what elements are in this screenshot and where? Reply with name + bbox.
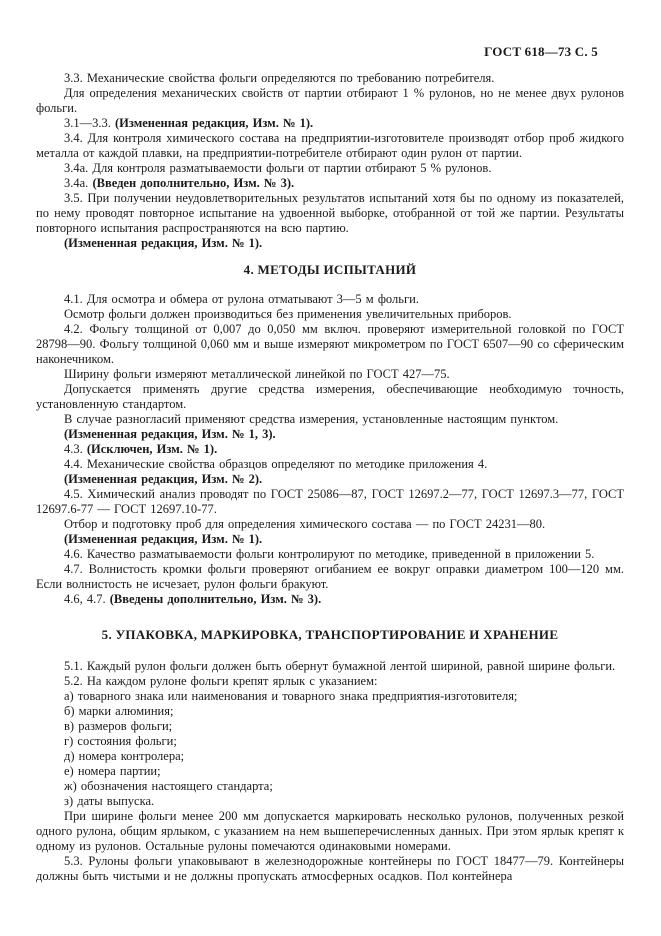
clause-4-3: [36, 442, 624, 457]
amendment-note: (Введены дополнительно, Изм. № 3).: [109, 592, 322, 606]
section-4-heading: 4. МЕТОДЫ ИСПЫТАНИЙ: [243, 262, 417, 277]
clause-number: 4.3.: [64, 442, 87, 456]
clause-number: 4.6, 4.7.: [64, 592, 110, 606]
label-list-item-b: б) марки алюминия;: [64, 704, 174, 718]
clause-4-2-width: Ширину фольги измеряют металлической линейкой по ГОСТ 427—75.: [64, 367, 450, 381]
amendment-4-5: (Измененная редакция, Изм. № 1).: [64, 532, 263, 546]
clause-4-5: 4.5. Химический анализ проводят по ГОСТ 25086—87, ГОСТ 12697.2—77, ГОСТ 12697.3—77, ГОСТ 12697.6-77 — ГОСТ 12697.10-77.: [36, 487, 624, 516]
amendment-3-1-3-3: [36, 116, 624, 131]
label-list-item-e: е) номера партии;: [64, 764, 161, 778]
label-list-item-v: в) размеров фольги;: [64, 719, 173, 733]
amendment-4-2: (Измененная редакция, Изм. № 1, 3).: [64, 427, 276, 441]
clause-5-1: 5.1. Каждый рулон фольги должен быть обернут бумажной лентой шириной, равной ширине фольги.: [64, 659, 616, 673]
amendment-4-4: (Измененная редакция, Изм. № 2).: [64, 472, 263, 486]
standard-page-label: ГОСТ 618—73 С. 5: [484, 44, 598, 59]
section-5-heading: 5. УПАКОВКА, МАРКИРОВКА, ТРАНСПОРТИРОВАНИЕ И ХРАНЕНИЕ: [101, 627, 559, 642]
label-list-item-g: г) состояния фольги;: [64, 734, 177, 748]
clause-4-1: 4.1. Для осмотра и обмера от рулона отматывают 3—5 м фольги.: [64, 292, 419, 306]
clause-3-5: 3.5. При получении неудовлетворительных результатов испытаний хотя бы по одному из показателей, по нему проводят повторное испытание на удвоенной выборке, отобранной от той же партии. Результаты повторного испытания распространяются на всю партию.: [36, 191, 624, 235]
amendment-4-6-4-7: [36, 592, 624, 607]
amendment-note: (Исключен, Изм. № 1).: [86, 442, 218, 456]
label-list-item-z: з) даты выпуска.: [64, 794, 155, 808]
clause-4-5-sampling: Отбор и подготовку проб для определения химического состава — по ГОСТ 24231—80.: [64, 517, 546, 531]
clause-4-2-other-means: Допускается применять другие средства измерения, обеспечивающие необходимую точность, установленную стандартом.: [36, 382, 624, 411]
clause-5-2: 5.2. На каждом рулоне фольги крепят ярлык с указанием:: [64, 674, 378, 688]
clause-3-3-continuation: Для определения механических свойств от партии отбирают 1 % рулонов, но не менее двух рулонов фольги.: [36, 86, 624, 115]
label-list-item-zh: ж) обозначения настоящего стандарта;: [64, 779, 273, 793]
clause-4-4: 4.4. Механические свойства образцов определяют по методике приложения 4.: [64, 457, 488, 471]
clause-4-6: 4.6. Качество разматываемости фольги контролируют по методике, приведенной в приложении 5.: [64, 547, 595, 561]
clause-number: 3.1—3.3.: [64, 116, 115, 130]
amendment-note: (Введен дополнительно, Изм. № 3).: [92, 176, 295, 190]
label-list-item-d: д) номера контролера;: [64, 749, 185, 763]
amendment-3-5: (Измененная редакция, Изм. № 1).: [64, 236, 263, 250]
amendment-3-4a: [36, 176, 624, 191]
clause-4-2-disagreement: В случае разногласий применяют средства измерения, установленные настоящим пунктом.: [64, 412, 559, 426]
clause-3-3: 3.3. Механические свойства фольги определяются по требованию потребителя.: [64, 71, 495, 85]
clause-4-1-continuation: Осмотр фольги должен производиться без применения увеличительных приборов.: [64, 307, 512, 321]
clause-5-3: 5.3. Рулоны фольги упаковывают в железнодорожные контейнеры по ГОСТ 18477—79. Контейнеры должны быть чистыми и не должны пропускать атмосферных осадков. Пол контейнера: [36, 854, 624, 883]
amendment-note: (Измененная редакция, Изм. № 1).: [115, 116, 314, 130]
clause-3-4a: 3.4а. Для контроля разматываемости фольги от партии отбирают 5 % рулонов.: [64, 161, 492, 175]
clause-3-4: 3.4. Для контроля химического состава на предприятии-изготовителе производят отбор проб жидкого металла от каждой плавки, на предприятии-потребителе отбирают один рулон от партии.: [36, 131, 624, 160]
clause-5-2-continuation: При ширине фольги менее 200 мм допускается маркировать несколько рулонов, полученных резкой одного рулона, общим ярлыком, с указанием на нем вышеперечисленных данных. При этом ярлык крепят к одному из рулонов. Остальные рулоны помечаются одинаковыми номерами.: [36, 809, 624, 853]
document-body: [36, 71, 624, 884]
page-header: [484, 43, 598, 61]
clause-number: 3.4а.: [64, 176, 93, 190]
label-list-item-a: а) товарного знака или наименования и товарного знака предприятия-изготовителя;: [64, 689, 518, 703]
clause-4-2: 4.2. Фольгу толщиной от 0,007 до 0,050 мм включ. проверяют измерительной головкой по ГОСТ 28798—90. Фольгу толщиной 0,060 мм и выше измеряют микрометром по ГОСТ 6507—90 со сферическим наконечником.: [36, 322, 624, 366]
clause-4-7: 4.7. Волнистость кромки фольги проверяют огибанием ее вокруг оправки диаметром 100—120 мм. Если волнистость не исчезает, рулон фольги бракуют.: [36, 562, 624, 591]
